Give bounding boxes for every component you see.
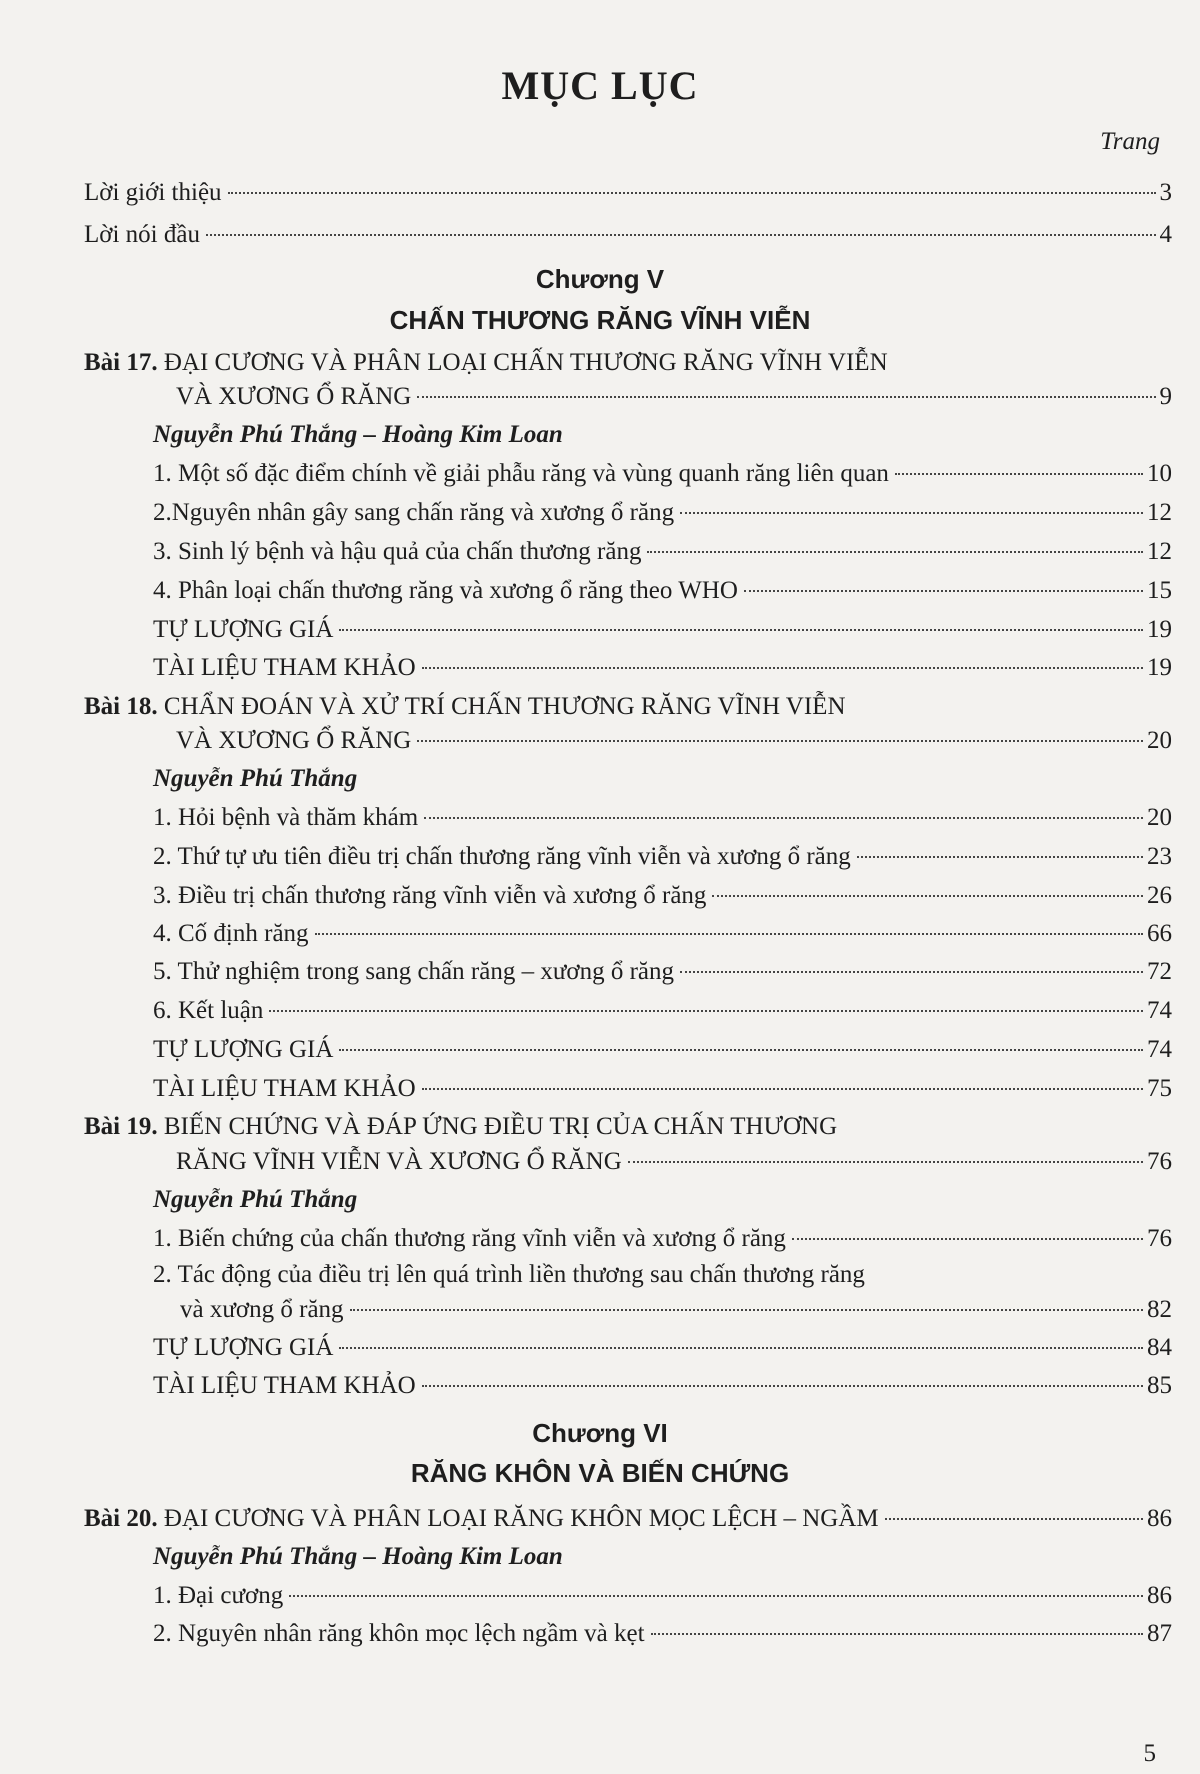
toc-entry[interactable]: 5. Thử nghiệm trong sang chấn răng – xương ổ răng 72	[153, 958, 1172, 985]
toc-entry[interactable]: VÀ XƯƠNG Ổ RĂNG 9	[176, 383, 1172, 410]
toc-entry[interactable]: 1. Hỏi bệnh và thăm khám 20	[153, 804, 1172, 831]
toc-entry[interactable]: TỰ LƯỢNG GIÁ 19	[153, 616, 1172, 643]
toc-entry[interactable]: RĂNG VĨNH VIỄN VÀ XƯƠNG Ổ RĂNG 76	[176, 1148, 1172, 1175]
toc-entry[interactable]: Lời nói đầu 4	[84, 221, 1172, 248]
chapter-number: Chương V	[535, 264, 665, 294]
toc-entry[interactable]: Lời giới thiệu 3	[84, 179, 1172, 206]
toc-entry[interactable]: 3. Điều trị chấn thương răng vĩnh viễn và xương ổ răng 26	[153, 882, 1172, 909]
toc-entry[interactable]: 2. Nguyên nhân răng khôn mọc lệch ngầm và kẹt 87	[153, 1620, 1172, 1647]
toc-entry[interactable]: TÀI LIỆU THAM KHẢO 75	[153, 1075, 1172, 1102]
toc-entry[interactable]: 1. Đại cương 86	[153, 1582, 1172, 1609]
lesson-heading[interactable]: Bài 20. ĐẠI CƯƠNG VÀ PHÂN LOẠI RĂNG KHÔN MỌC LỆCH – NGẦM 86	[84, 1505, 1172, 1532]
lesson-authors: Nguyễn Phú Thắng	[153, 765, 358, 792]
toc-entry[interactable]: TÀI LIỆU THAM KHẢO 85	[153, 1372, 1172, 1399]
toc-entry[interactable]: 2. Tác động của điều trị lên quá trình liền thương sau chấn thương răng	[153, 1261, 865, 1288]
toc-entry[interactable]: TỰ LƯỢNG GIÁ 84	[153, 1334, 1172, 1361]
lesson-authors: Nguyễn Phú Thắng – Hoàng Kim Loan	[153, 1543, 563, 1570]
lesson-authors: Nguyễn Phú Thắng – Hoàng Kim Loan	[153, 421, 563, 448]
lesson-heading[interactable]: Bài 18. CHẨN ĐOÁN VÀ XỬ TRÍ CHẤN THƯƠNG RĂNG VĨNH VIỄN	[84, 693, 846, 720]
toc-entry[interactable]: 1. Một số đặc điểm chính về giải phẫu răng và vùng quanh răng liên quan 10	[153, 460, 1172, 487]
chapter-title: RĂNG KHÔN VÀ BIẾN CHỨNG	[410, 1458, 790, 1488]
page-column-label: Trang	[1100, 128, 1160, 155]
toc-entry[interactable]: 3. Sinh lý bệnh và hậu quả của chấn thương răng 12	[153, 538, 1172, 565]
toc-entry[interactable]: VÀ XƯƠNG Ổ RĂNG 20	[176, 727, 1172, 754]
toc-entry[interactable]: TÀI LIỆU THAM KHẢO 19	[153, 654, 1172, 681]
toc-entry[interactable]: 2. Thứ tự ưu tiên điều trị chấn thương răng vĩnh viễn và xương ổ răng 23	[153, 843, 1172, 870]
toc-entry[interactable]: 4. Cố định răng 66	[153, 920, 1172, 947]
toc-entry[interactable]: 6. Kết luận 74	[153, 997, 1172, 1024]
lesson-heading[interactable]: Bài 17. ĐẠI CƯƠNG VÀ PHÂN LOẠI CHẤN THƯƠNG RĂNG VĨNH VIỄN	[84, 349, 888, 376]
toc-entry[interactable]: và xương ổ răng 82	[180, 1296, 1172, 1323]
chapter-title: CHẤN THƯƠNG RĂNG VĨNH VIỄN	[389, 305, 811, 335]
toc-entry[interactable]: 2.Nguyên nhân gây sang chấn răng và xương ổ răng 12	[153, 499, 1172, 526]
page-title: MỤC LỤC	[501, 63, 699, 108]
toc-entry[interactable]: TỰ LƯỢNG GIÁ 74	[153, 1036, 1172, 1063]
chapter-number: Chương VI	[532, 1418, 668, 1448]
toc-entry[interactable]: 4. Phân loại chấn thương răng và xương ổ răng theo WHO 15	[153, 577, 1172, 604]
lesson-authors: Nguyễn Phú Thắng	[153, 1186, 358, 1213]
page-number: 5	[1143, 1740, 1156, 1767]
toc-entry[interactable]: 1. Biến chứng của chấn thương răng vĩnh viễn và xương ổ răng 76	[153, 1225, 1172, 1252]
lesson-heading[interactable]: Bài 19. BIẾN CHỨNG VÀ ĐÁP ỨNG ĐIỀU TRỊ CỦA CHẤN THƯƠNG	[84, 1113, 838, 1140]
